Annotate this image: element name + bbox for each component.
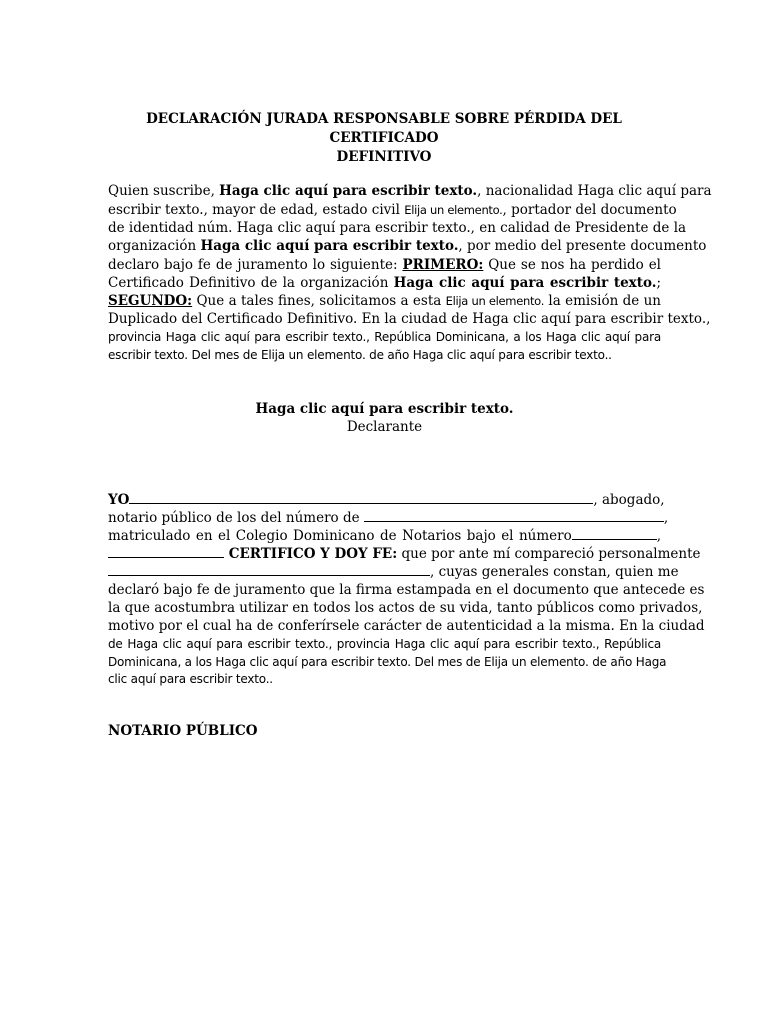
p2-line-3	[108, 527, 661, 545]
p1-line-1	[108, 182, 712, 200]
p1-line-3: de identidad núm. Haga clic aquí para escribir texto., en calidad de Presidente de la	[108, 220, 687, 236]
p2-line-11: clic aquí para escribir texto..	[108, 672, 273, 686]
text: ,	[706, 311, 711, 327]
registration-number-blank[interactable]	[572, 527, 657, 540]
text: , nacionalidad Haga clic aquí para	[477, 183, 712, 199]
placeholder-organization-field[interactable]: Haga clic aquí para escribir texto.	[200, 238, 459, 254]
p2-line-6: declaró bajo fe de juramento que la firma estampada en el documento que antecede es	[108, 582, 705, 598]
document-title	[110, 110, 658, 167]
p2-line-1	[108, 491, 665, 509]
certifico-label: CERTIFICO Y DOY FE:	[224, 546, 398, 562]
p1-line-6	[108, 274, 661, 292]
segundo-label: SEGUNDO:	[108, 293, 193, 309]
p1-line-10: escribir texto. Del mes de Elija un elemento. de año Haga clic aquí para escribir texto..	[108, 348, 612, 362]
declarant-label: Declarante	[346, 419, 423, 435]
text: la emisión de un	[544, 293, 661, 309]
text: notario público de los del número de	[108, 510, 364, 526]
declarant-name-field[interactable]: Haga clic aquí para escribir texto.	[255, 401, 514, 417]
appearing-person-blank-2[interactable]	[108, 563, 430, 576]
placeholder-name-field[interactable]: Haga clic aquí para escribir texto.	[219, 183, 478, 199]
p2-line-4	[108, 545, 701, 563]
text: matriculado en el Colegio Dominicano de Notarios bajo el número	[108, 528, 572, 544]
text: ;	[656, 275, 661, 291]
text: ,	[656, 528, 661, 544]
city-field[interactable]: Haga clic aquí para escribir texto.	[472, 311, 707, 327]
p2-line-9: de Haga clic aquí para escribir texto., provincia Haga clic aquí para escribir texto., República	[108, 637, 661, 651]
text: escribir texto., mayor de edad, estado civil	[108, 202, 405, 218]
text: declaro bajo fe de juramento lo siguiente:	[108, 257, 403, 273]
p1-line-4	[108, 237, 707, 255]
notary-name-blank[interactable]	[129, 491, 593, 504]
text: , por medio del presente documento	[458, 238, 707, 254]
p1-line-5	[108, 256, 661, 274]
text: Quien suscribe,	[108, 183, 220, 199]
p2-line-2	[108, 509, 669, 527]
p2-line-10: Dominicana, a los Haga clic aquí para escribir texto. Del mes de Elija un elemento. de año Haga	[108, 655, 667, 669]
text: Certificado Definitivo de la organización	[108, 275, 394, 291]
text: , cuyas generales constan, quien me	[430, 564, 679, 580]
text: que por ante mí compareció personalmente	[397, 546, 701, 562]
placeholder-organization-field-2[interactable]: Haga clic aquí para escribir texto.	[393, 275, 657, 291]
p2-line-5	[108, 563, 679, 581]
entity-dropdown[interactable]: Elija un elemento.	[445, 294, 545, 308]
text: , abogado,	[593, 492, 665, 508]
text: ,	[663, 510, 669, 526]
jurisdiction-blank[interactable]	[364, 509, 664, 522]
title-line-2: DEFINITIVO	[336, 149, 432, 165]
title-line-1: DECLARACIÓN JURADA RESPONSABLE SOBRE PÉRDIDA DEL CERTIFICADO	[146, 111, 622, 146]
p1-line-8	[108, 310, 711, 328]
text: Que se nos ha perdido el	[483, 257, 662, 273]
text: organización	[108, 238, 201, 254]
p1-line-9: provincia Haga clic aquí para escribir texto., República Dominicana, a los Haga clic aquí para	[108, 330, 661, 344]
civil-status-dropdown[interactable]: Elija un elemento.	[404, 203, 503, 217]
appearing-person-blank[interactable]	[108, 545, 224, 558]
text: , portador del documento	[502, 202, 677, 218]
p2-line-8: motivo por el cual ha de conferírsele carácter de autenticidad a la misma. En la ciudad	[108, 618, 705, 634]
primero-label: PRIMERO:	[402, 257, 484, 273]
p1-line-7	[108, 292, 661, 310]
notary-signature-label: NOTARIO PÚBLICO	[108, 723, 258, 739]
text: Que a tales fines, solicitamos a esta	[192, 293, 446, 309]
yo-label: YO	[108, 492, 130, 508]
text: Duplicado del Certificado Definitivo. En la ciudad de	[108, 311, 473, 327]
p2-line-7: la que acostumbra utilizar en todos los actos de su vida, tanto públicos como privados,	[108, 600, 703, 616]
p1-line-2	[108, 201, 677, 219]
